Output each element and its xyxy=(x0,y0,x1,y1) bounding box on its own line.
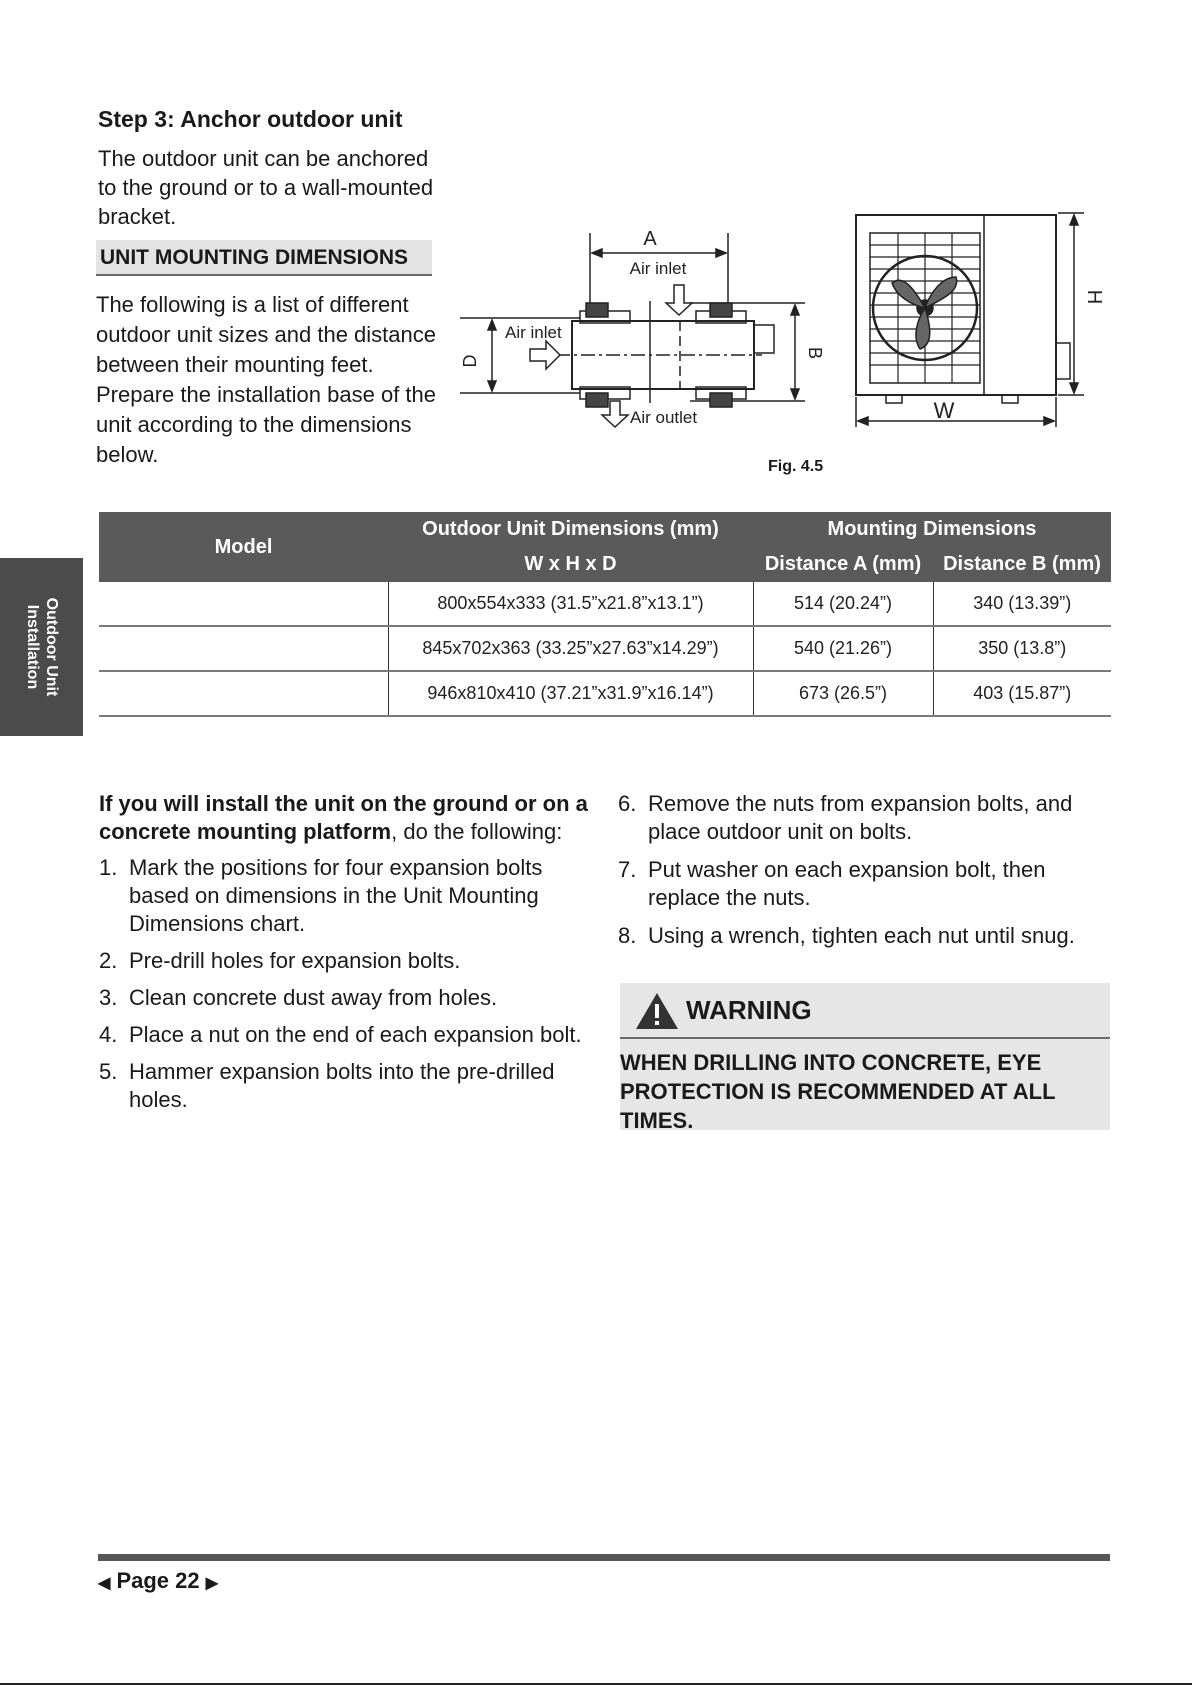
list-item xyxy=(99,984,599,1012)
step-number: 3. xyxy=(99,985,118,1010)
warning-text: WHEN DRILLING INTO CONCRETE, EYE PROTECTION IS RECOMMENDED AT ALL TIMES. xyxy=(620,1050,1056,1133)
ground-install-instructions-continued xyxy=(618,790,1118,959)
cell-dimensions: 845x702x363 (33.25”x27.63”x14.29”) xyxy=(388,626,753,671)
step-text: Mark the positions for four expansion bolts based on dimensions in the Unit Mounting Dimensions chart. xyxy=(129,855,543,936)
step-text: Remove the nuts from expansion bolts, and place outdoor unit on bolts. xyxy=(648,791,1073,844)
list-item xyxy=(618,856,1118,912)
warning-header xyxy=(620,983,1110,1039)
step-number: 8. xyxy=(618,923,637,948)
unit-front-view-diagram xyxy=(852,205,1105,435)
warning-title: WARNING xyxy=(686,995,812,1025)
label-air-outlet: Air outlet xyxy=(630,408,698,427)
step-number: 7. xyxy=(618,857,637,882)
cell-distance-a: 540 (21.26”) xyxy=(753,626,933,671)
warning-box xyxy=(620,983,1110,1133)
cell-model xyxy=(99,626,388,671)
previous-page-icon[interactable]: ◀ xyxy=(98,1575,111,1592)
header-distance-b: Distance B (mm) xyxy=(933,547,1111,582)
step-number: 2. xyxy=(99,948,118,973)
chapter-side-tab xyxy=(0,558,83,736)
cell-model xyxy=(99,671,388,716)
next-page-icon[interactable]: ▶ xyxy=(205,1575,219,1592)
step-text: Put washer on each expansion bolt, then replace the nuts. xyxy=(648,857,1046,910)
header-model: Model xyxy=(99,512,388,582)
step-text: Place a nut on the end of each expansion bolt. xyxy=(129,1022,582,1047)
page-number: Page 22 xyxy=(116,1568,200,1593)
label-w: W xyxy=(933,398,955,423)
cell-model xyxy=(99,582,388,626)
ground-install-instructions xyxy=(99,790,599,1123)
figure-caption: Fig. 4.5 xyxy=(768,458,824,475)
header-outdoor-dimensions: Outdoor Unit Dimensions (mm) xyxy=(388,512,753,547)
list-item xyxy=(618,922,1118,950)
cell-distance-b: 403 (15.87”) xyxy=(933,671,1111,716)
cell-distance-b: 350 (13.8”) xyxy=(933,626,1111,671)
list-item xyxy=(99,854,599,938)
cell-dimensions: 946x810x410 (37.21”x31.9”x16.14”) xyxy=(388,671,753,716)
section-description: The following is a list of different outdoor unit sizes and the distance between their mounting feet. Prepare the installation base of the unit according to the dimensions below. xyxy=(96,292,437,467)
cell-distance-a: 673 (26.5”) xyxy=(753,671,933,716)
header-whd: W x H x D xyxy=(388,547,753,582)
footer-page-nav xyxy=(98,1568,218,1594)
list-item xyxy=(99,1058,599,1114)
header-distance-a: Distance A (mm) xyxy=(753,547,933,582)
label-b: B xyxy=(805,346,825,360)
ground-intro-bold: If you will install the unit on the ground or on a concrete mounting platform xyxy=(99,791,588,844)
list-item xyxy=(99,1021,599,1049)
table-row xyxy=(99,671,1111,716)
step-number: 1. xyxy=(99,855,118,880)
step-text: Hammer expansion bolts into the pre-drilled holes. xyxy=(129,1059,555,1112)
side-tab-line1: Outdoor Unit xyxy=(42,597,60,697)
section-heading: UNIT MOUNTING DIMENSIONS xyxy=(96,240,432,276)
label-d: D xyxy=(460,354,480,368)
step-number: 5. xyxy=(99,1059,118,1084)
mounting-dimensions-table xyxy=(99,512,1111,717)
table-row xyxy=(99,582,1111,626)
step-text: Using a wrench, tighten each nut until snug. xyxy=(648,923,1075,948)
label-air-inlet-side: Air inlet xyxy=(505,323,562,342)
cell-distance-b: 340 (13.39”) xyxy=(933,582,1111,626)
ground-intro-rest: , do the following: xyxy=(391,819,563,844)
step-title: Step 3: Anchor outdoor unit xyxy=(98,106,403,132)
unit-top-view-diagram xyxy=(460,225,825,435)
step-number: 6. xyxy=(618,791,637,816)
step-text: Pre-drill holes for expansion bolts. xyxy=(129,948,461,973)
warning-triangle-icon xyxy=(634,991,680,1031)
intro-text: The outdoor unit can be anchored to the ground or to a wall-mounted bracket. xyxy=(98,146,434,229)
label-a: A xyxy=(643,228,657,250)
cell-distance-a: 514 (20.24”) xyxy=(753,582,933,626)
table-row xyxy=(99,626,1111,671)
label-h: H xyxy=(1083,289,1105,305)
list-item xyxy=(99,947,599,975)
label-air-inlet-top: Air inlet xyxy=(629,259,687,278)
footer-divider xyxy=(98,1554,1110,1561)
step-text: Clean concrete dust away from holes. xyxy=(129,985,498,1010)
header-mounting-dimensions: Mounting Dimensions xyxy=(753,512,1111,547)
list-item xyxy=(618,790,1118,846)
step-number: 4. xyxy=(99,1022,118,1047)
cell-dimensions: 800x554x333 (31.5”x21.8”x13.1”) xyxy=(388,582,753,626)
side-tab-line2: Installation xyxy=(23,604,41,690)
